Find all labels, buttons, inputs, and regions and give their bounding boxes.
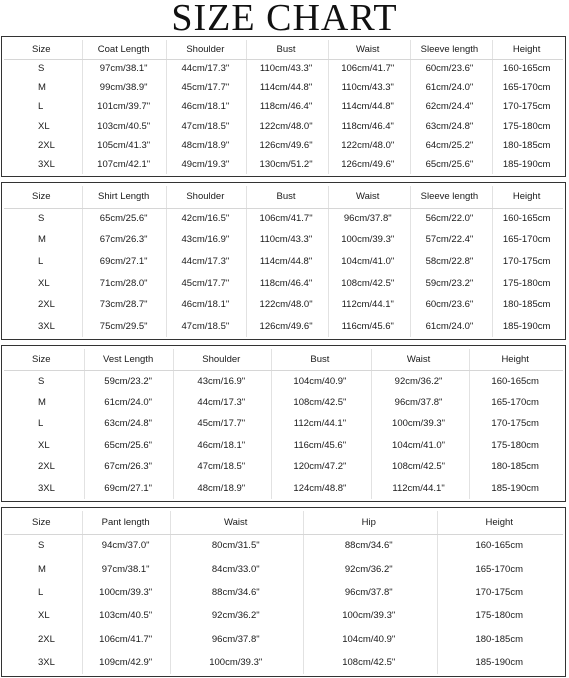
table-cell: 71cm/28.0" bbox=[99, 277, 148, 289]
table-cell: 44cm/17.3" bbox=[181, 63, 230, 75]
table-cell: 100cm/39.3" bbox=[209, 656, 263, 668]
table-cell: 62cm/24.4" bbox=[425, 101, 474, 113]
header-cell: Waist bbox=[356, 191, 380, 203]
table-grid bbox=[4, 511, 563, 674]
header-cell: Height bbox=[485, 517, 513, 529]
table-row bbox=[4, 59, 563, 78]
table-cell: 180-185cm bbox=[502, 299, 551, 311]
table-row bbox=[4, 294, 563, 316]
table-cell: 170-175cm bbox=[491, 418, 539, 430]
table-cell: 75cm/29.5" bbox=[99, 320, 148, 332]
table-cell: 105cm/41.3" bbox=[97, 139, 151, 151]
table-cell: 61cm/24.0" bbox=[425, 320, 474, 332]
table-cell: 104cm/40.9" bbox=[342, 633, 396, 645]
table-cell: 103cm/40.5" bbox=[97, 120, 151, 132]
table-cell: 160-165cm bbox=[502, 212, 551, 224]
table-grid bbox=[4, 40, 563, 174]
table-cell: 97cm/38.1" bbox=[101, 563, 150, 575]
table-cell: 106cm/41.7" bbox=[259, 212, 313, 224]
table-cell: 120cm/47.2" bbox=[293, 461, 347, 473]
table-cell: 46cm/18.1" bbox=[181, 299, 230, 311]
table-cell: 116cm/45.6" bbox=[293, 439, 347, 451]
table-cell: 69cm/27.1" bbox=[99, 255, 148, 267]
header-cell: Shoulder bbox=[186, 44, 225, 56]
table-cell: 96cm/37.8" bbox=[394, 397, 443, 409]
table-cell: 47cm/18.5" bbox=[181, 120, 230, 132]
page-title: SIZE CHART bbox=[171, 0, 398, 39]
table-cell: 45cm/17.7" bbox=[181, 82, 230, 94]
header-cell: Height bbox=[512, 191, 541, 203]
coat-table bbox=[1, 36, 566, 177]
table-cell: 100cm/39.3" bbox=[99, 586, 153, 598]
header-cell: Height bbox=[512, 44, 541, 56]
header-cell: Hip bbox=[361, 517, 376, 529]
table-cell: 63cm/24.8" bbox=[425, 120, 474, 132]
table-grid bbox=[4, 349, 563, 499]
table-cell: 126cm/49.6" bbox=[259, 320, 313, 332]
header-cell: Height bbox=[501, 354, 529, 366]
table-cell: 45cm/17.7" bbox=[197, 418, 246, 430]
table-cell: 88cm/34.6" bbox=[344, 540, 393, 552]
table-cell: 100cm/39.3" bbox=[341, 234, 395, 246]
table-row bbox=[4, 478, 563, 499]
table-cell: 160-165cm bbox=[475, 540, 523, 552]
table-cell: 69cm/27.1" bbox=[104, 482, 153, 494]
table-cell: 180-185cm bbox=[491, 461, 539, 473]
table-cell: 99cm/38.9" bbox=[99, 82, 148, 94]
table-row bbox=[4, 435, 563, 456]
size-cell: L bbox=[38, 255, 44, 267]
size-cell: 2XL bbox=[38, 299, 55, 311]
table-cell: 109cm/42.9" bbox=[99, 656, 153, 668]
table-cell: 97cm/38.1" bbox=[99, 63, 148, 75]
table-cell: 122cm/48.0" bbox=[341, 139, 395, 151]
table-cell: 185-190cm bbox=[491, 482, 539, 494]
table-cell: 180-185cm bbox=[475, 633, 523, 645]
table-cell: 104cm/40.9" bbox=[293, 375, 347, 387]
table-cell: 180-185cm bbox=[502, 139, 551, 151]
table-cell: 118cm/46.4" bbox=[259, 101, 313, 113]
table-cell: 175-180cm bbox=[502, 120, 551, 132]
table-cell: 59cm/23.2" bbox=[104, 375, 153, 387]
table-cell: 44cm/17.3" bbox=[197, 397, 246, 409]
table-cell: 114cm/44.8" bbox=[259, 255, 313, 267]
table-cell: 114cm/44.8" bbox=[341, 101, 394, 113]
table-cell: 49cm/19.3" bbox=[181, 158, 230, 170]
table-cell: 43cm/16.9" bbox=[197, 375, 246, 387]
header-cell: Coat Length bbox=[97, 44, 150, 56]
table-cell: 58cm/22.8" bbox=[425, 255, 474, 267]
table-cell: 48cm/18.9" bbox=[181, 139, 230, 151]
table-header-row bbox=[4, 511, 563, 535]
table-cell: 100cm/39.3" bbox=[342, 610, 396, 622]
table-cell: 112cm/44.1" bbox=[293, 418, 347, 430]
header-cell: Shirt Length bbox=[98, 191, 150, 203]
table-row bbox=[4, 251, 563, 273]
table-cell: 94cm/37.0" bbox=[101, 540, 150, 552]
table-cell: 67cm/26.3" bbox=[99, 234, 148, 246]
table-cell: 114cm/44.8" bbox=[259, 82, 313, 94]
table-cell: 126cm/49.6" bbox=[341, 158, 395, 170]
table-cell: 96cm/37.8" bbox=[344, 586, 393, 598]
table-cell: 104cm/41.0" bbox=[392, 439, 446, 451]
table-row bbox=[4, 413, 563, 434]
size-cell: M bbox=[38, 82, 46, 94]
size-cell: 2XL bbox=[38, 633, 55, 645]
size-cell: 3XL bbox=[38, 482, 55, 494]
table-cell: 165-170cm bbox=[502, 82, 551, 94]
header-cell: Size bbox=[32, 44, 51, 56]
table-cell: 103cm/40.5" bbox=[99, 610, 153, 622]
table-cell: 73cm/28.7" bbox=[99, 299, 148, 311]
header-cell: Shoulder bbox=[202, 354, 241, 366]
table-cell: 65cm/25.6" bbox=[104, 439, 153, 451]
table-row bbox=[4, 97, 563, 116]
table-cell: 170-175cm bbox=[502, 255, 551, 267]
size-cell: S bbox=[38, 63, 45, 75]
table-cell: 118cm/46.4" bbox=[259, 277, 313, 289]
table-cell: 108cm/42.5" bbox=[341, 277, 395, 289]
table-row bbox=[4, 534, 563, 557]
size-cell: M bbox=[38, 397, 46, 409]
table-row bbox=[4, 604, 563, 627]
header-cell: Waist bbox=[356, 44, 380, 56]
table-cell: 104cm/41.0" bbox=[341, 255, 395, 267]
size-cell: M bbox=[38, 563, 46, 575]
table-row bbox=[4, 117, 563, 136]
table-grid bbox=[4, 186, 563, 337]
table-cell: 122cm/48.0" bbox=[259, 120, 313, 132]
table-cell: 107cm/42.1" bbox=[97, 158, 151, 170]
header-cell: Pant length bbox=[101, 517, 150, 529]
table-cell: 175-180cm bbox=[502, 277, 551, 289]
table-row bbox=[4, 651, 563, 674]
size-cell: XL bbox=[38, 277, 50, 289]
table-cell: 116cm/45.6" bbox=[341, 320, 394, 332]
table-cell: 175-180cm bbox=[475, 610, 523, 622]
table-cell: 175-180cm bbox=[491, 439, 539, 451]
table-cell: 160-165cm bbox=[502, 63, 551, 75]
table-row bbox=[4, 136, 563, 155]
table-cell: 42cm/16.5" bbox=[181, 212, 230, 224]
table-cell: 84cm/33.0" bbox=[211, 563, 260, 575]
table-cell: 126cm/49.6" bbox=[259, 139, 313, 151]
table-cell: 112cm/44.1" bbox=[392, 482, 445, 494]
table-cell: 44cm/17.3" bbox=[181, 255, 230, 267]
table-cell: 57cm/22.4" bbox=[425, 234, 474, 246]
table-cell: 46cm/18.1" bbox=[181, 101, 230, 113]
table-cell: 110cm/43.3" bbox=[341, 82, 394, 94]
table-cell: 80cm/31.5" bbox=[211, 540, 260, 552]
table-row bbox=[4, 272, 563, 294]
size-cell: M bbox=[38, 234, 46, 246]
table-cell: 101cm/39.7" bbox=[97, 101, 151, 113]
header-cell: Bust bbox=[276, 44, 296, 56]
table-cell: 47cm/18.5" bbox=[197, 461, 246, 473]
table-cell: 130cm/51.2" bbox=[259, 158, 313, 170]
table-row bbox=[4, 392, 563, 413]
table-cell: 43cm/16.9" bbox=[181, 234, 230, 246]
table-cell: 185-190cm bbox=[475, 656, 523, 668]
table-row bbox=[4, 456, 563, 477]
table-cell: 170-175cm bbox=[475, 586, 523, 598]
table-cell: 47cm/18.5" bbox=[181, 320, 230, 332]
table-cell: 108cm/42.5" bbox=[392, 461, 446, 473]
size-cell: 2XL bbox=[38, 139, 55, 151]
table-cell: 108cm/42.5" bbox=[342, 656, 396, 668]
table-row bbox=[4, 370, 563, 391]
table-header-row bbox=[4, 186, 563, 209]
size-cell: L bbox=[38, 418, 44, 430]
table-cell: 112cm/44.1" bbox=[341, 299, 394, 311]
table-cell: 108cm/42.5" bbox=[293, 397, 347, 409]
header-cell: Bust bbox=[310, 354, 330, 366]
header-cell: Waist bbox=[224, 517, 248, 529]
table-cell: 118cm/46.4" bbox=[341, 120, 394, 132]
header-cell: Size bbox=[32, 354, 51, 366]
table-cell: 165-170cm bbox=[475, 563, 523, 575]
table-cell: 59cm/23.2" bbox=[425, 277, 474, 289]
table-cell: 88cm/34.6" bbox=[211, 586, 260, 598]
table-cell: 96cm/37.8" bbox=[211, 633, 260, 645]
size-cell: S bbox=[38, 212, 45, 224]
shirt-table bbox=[1, 182, 566, 340]
header-cell: Sleeve length bbox=[420, 44, 479, 56]
table-row bbox=[4, 315, 563, 337]
table-cell: 63cm/24.8" bbox=[104, 418, 153, 430]
size-cell: 3XL bbox=[38, 656, 55, 668]
table-cell: 185-190cm bbox=[502, 320, 551, 332]
vest-table bbox=[1, 345, 566, 502]
table-cell: 56cm/22.0" bbox=[425, 212, 474, 224]
header-cell: Size bbox=[32, 191, 51, 203]
size-cell: 2XL bbox=[38, 461, 55, 473]
table-row bbox=[4, 208, 563, 230]
table-cell: 110cm/43.3" bbox=[259, 234, 313, 246]
table-row bbox=[4, 558, 563, 581]
table-cell: 92cm/36.2" bbox=[344, 563, 393, 575]
size-cell: S bbox=[38, 375, 45, 387]
size-cell: L bbox=[38, 586, 44, 598]
table-cell: 45cm/17.7" bbox=[181, 277, 230, 289]
header-cell: Size bbox=[32, 517, 51, 529]
header-cell: Vest Length bbox=[103, 354, 154, 366]
table-cell: 61cm/24.0" bbox=[425, 82, 474, 94]
pant-table bbox=[1, 507, 566, 677]
table-cell: 46cm/18.1" bbox=[197, 439, 246, 451]
table-cell: 65cm/25.6" bbox=[99, 212, 148, 224]
size-cell: 3XL bbox=[38, 320, 55, 332]
size-cell: XL bbox=[38, 439, 50, 451]
table-cell: 110cm/43.3" bbox=[259, 63, 313, 75]
table-cell: 100cm/39.3" bbox=[392, 418, 446, 430]
table-cell: 92cm/36.2" bbox=[394, 375, 443, 387]
table-cell: 64cm/25.2" bbox=[425, 139, 474, 151]
table-cell: 60cm/23.6" bbox=[425, 299, 474, 311]
header-cell: Sleeve length bbox=[420, 191, 479, 203]
table-row bbox=[4, 155, 563, 174]
table-cell: 122cm/48.0" bbox=[259, 299, 313, 311]
table-cell: 160-165cm bbox=[491, 375, 539, 387]
size-cell: 3XL bbox=[38, 158, 55, 170]
table-cell: 65cm/25.6" bbox=[425, 158, 474, 170]
table-cell: 185-190cm bbox=[502, 158, 551, 170]
header-cell: Waist bbox=[406, 354, 431, 366]
table-cell: 106cm/41.7" bbox=[341, 63, 395, 75]
size-cell: XL bbox=[38, 610, 50, 622]
table-header-row bbox=[4, 40, 563, 60]
table-cell: 48cm/18.9" bbox=[197, 482, 246, 494]
table-row bbox=[4, 78, 563, 97]
table-cell: 67cm/26.3" bbox=[104, 461, 153, 473]
table-cell: 170-175cm bbox=[502, 101, 551, 113]
table-header-row bbox=[4, 349, 563, 371]
table-row bbox=[4, 581, 563, 604]
table-cell: 124cm/48.8" bbox=[293, 482, 347, 494]
table-cell: 60cm/23.6" bbox=[425, 63, 474, 75]
table-cell: 165-170cm bbox=[502, 234, 551, 246]
table-cell: 92cm/36.2" bbox=[211, 610, 260, 622]
table-cell: 61cm/24.0" bbox=[104, 397, 153, 409]
header-cell: Bust bbox=[276, 191, 296, 203]
size-cell: S bbox=[38, 540, 45, 552]
table-row bbox=[4, 627, 563, 650]
table-cell: 96cm/37.8" bbox=[343, 212, 392, 224]
size-cell: XL bbox=[38, 120, 50, 132]
header-cell: Shoulder bbox=[186, 191, 225, 203]
table-cell: 106cm/41.7" bbox=[99, 633, 153, 645]
table-row bbox=[4, 229, 563, 251]
size-cell: L bbox=[38, 101, 44, 113]
table-cell: 165-170cm bbox=[491, 397, 539, 409]
